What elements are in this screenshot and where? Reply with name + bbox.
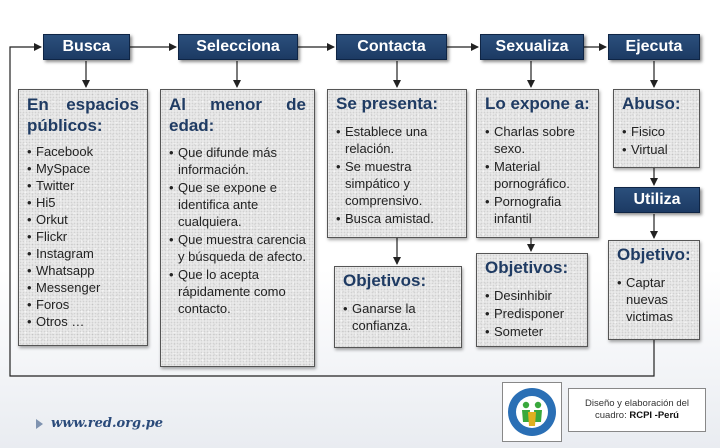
list-item: • Instagram: [27, 246, 139, 262]
list-item: • Messenger: [27, 280, 139, 296]
credit-line-2: [569, 410, 705, 422]
header-utiliza: Utiliza: [614, 187, 700, 213]
header-selecciona: Selecciona: [178, 34, 298, 60]
list-item: • Establece una relación.: [336, 123, 458, 157]
organization-logo: [502, 382, 562, 442]
list-item: • Desinhibir: [485, 287, 579, 304]
list-item: • MySpace: [27, 161, 139, 177]
play-arrow-icon: [36, 419, 43, 429]
panel-utiliza-objetivo-title: Objetivo:: [617, 245, 691, 264]
panel-busca-list: [27, 144, 139, 330]
list-item: • Predisponer: [485, 305, 579, 322]
list-item: • Twitter: [27, 178, 139, 194]
website-url[interactable]: www.red.org.pe: [51, 416, 164, 431]
panel-contacta: [327, 89, 467, 238]
credit-line-1: Diseño y elaboración del: [584, 398, 690, 409]
website-link[interactable]: [36, 416, 163, 431]
panel-selecciona: [160, 89, 315, 367]
list-item: • Someter: [485, 323, 579, 340]
list-item: • Se muestra simpático y comprensivo.: [336, 158, 458, 209]
list-item: • Otros …: [27, 314, 139, 330]
list-item: • Foros: [27, 297, 139, 313]
list-item: • Que difunde más información.: [169, 144, 306, 178]
panel-contacta-title: Se presenta:: [336, 94, 439, 113]
list-item: • Whatsapp: [27, 263, 139, 279]
list-item: • Que muestra carencia y búsqueda de afecto.: [169, 231, 306, 265]
credit-box: [568, 388, 706, 432]
panel-contacta-objetivos-title: Objetivos:: [343, 271, 427, 290]
panel-utiliza-objetivo: [608, 240, 700, 340]
panel-busca-title: En espacios públicos:: [27, 95, 139, 135]
panel-sexualiza-list: [485, 123, 590, 227]
panel-busca: [18, 89, 148, 346]
list-item: • Que lo acepta rápidamente como contacto.: [169, 266, 306, 317]
list-item: • Orkut: [27, 212, 139, 228]
children-circle-logo-icon: [506, 386, 558, 438]
list-item: • Ganarse la confianza.: [343, 300, 453, 334]
list-item: • Charlas sobre sexo.: [485, 123, 590, 157]
panel-sexualiza-objetivos-list: [485, 287, 579, 340]
panel-sexualiza: [476, 89, 599, 238]
panel-sexualiza-title: Lo expone a:: [485, 94, 590, 113]
panel-contacta-objetivos: [334, 266, 462, 348]
list-item: • Flickr: [27, 229, 139, 245]
header-contacta: Contacta: [336, 34, 447, 60]
list-item: • Que se expone e identifica ante cualquiera.: [169, 179, 306, 230]
panel-contacta-objetivos-list: [343, 300, 453, 334]
panel-ejecuta: [613, 89, 700, 168]
list-item: • Material pornográfico.: [485, 158, 590, 192]
list-item: • Hi5: [27, 195, 139, 211]
panel-sexualiza-objetivos-title: Objetivos:: [485, 258, 569, 277]
list-item: • Facebook: [27, 144, 139, 160]
list-item: • Pornografia infantil: [485, 193, 590, 227]
credit-label: cuadro:: [595, 410, 627, 421]
list-item: • Fisico: [622, 123, 691, 140]
panel-contacta-list: [336, 123, 458, 227]
panel-utiliza-objetivo-list: [617, 274, 691, 325]
credit-org: RCPI -Perú: [629, 410, 679, 421]
panel-ejecuta-list: [622, 123, 691, 158]
header-busca: Busca: [43, 34, 130, 60]
panel-selecciona-list: [169, 144, 306, 317]
list-item: • Busca amistad.: [336, 210, 458, 227]
panel-sexualiza-objetivos: [476, 253, 588, 347]
list-item: • Virtual: [622, 141, 691, 158]
panel-selecciona-title: Al menor de edad:: [169, 95, 306, 135]
panel-ejecuta-title: Abuso:: [622, 94, 681, 113]
header-ejecuta: Ejecuta: [608, 34, 700, 60]
header-sexualiza: Sexualiza: [480, 34, 584, 60]
list-item: • Captar nuevas victimas: [617, 274, 691, 325]
